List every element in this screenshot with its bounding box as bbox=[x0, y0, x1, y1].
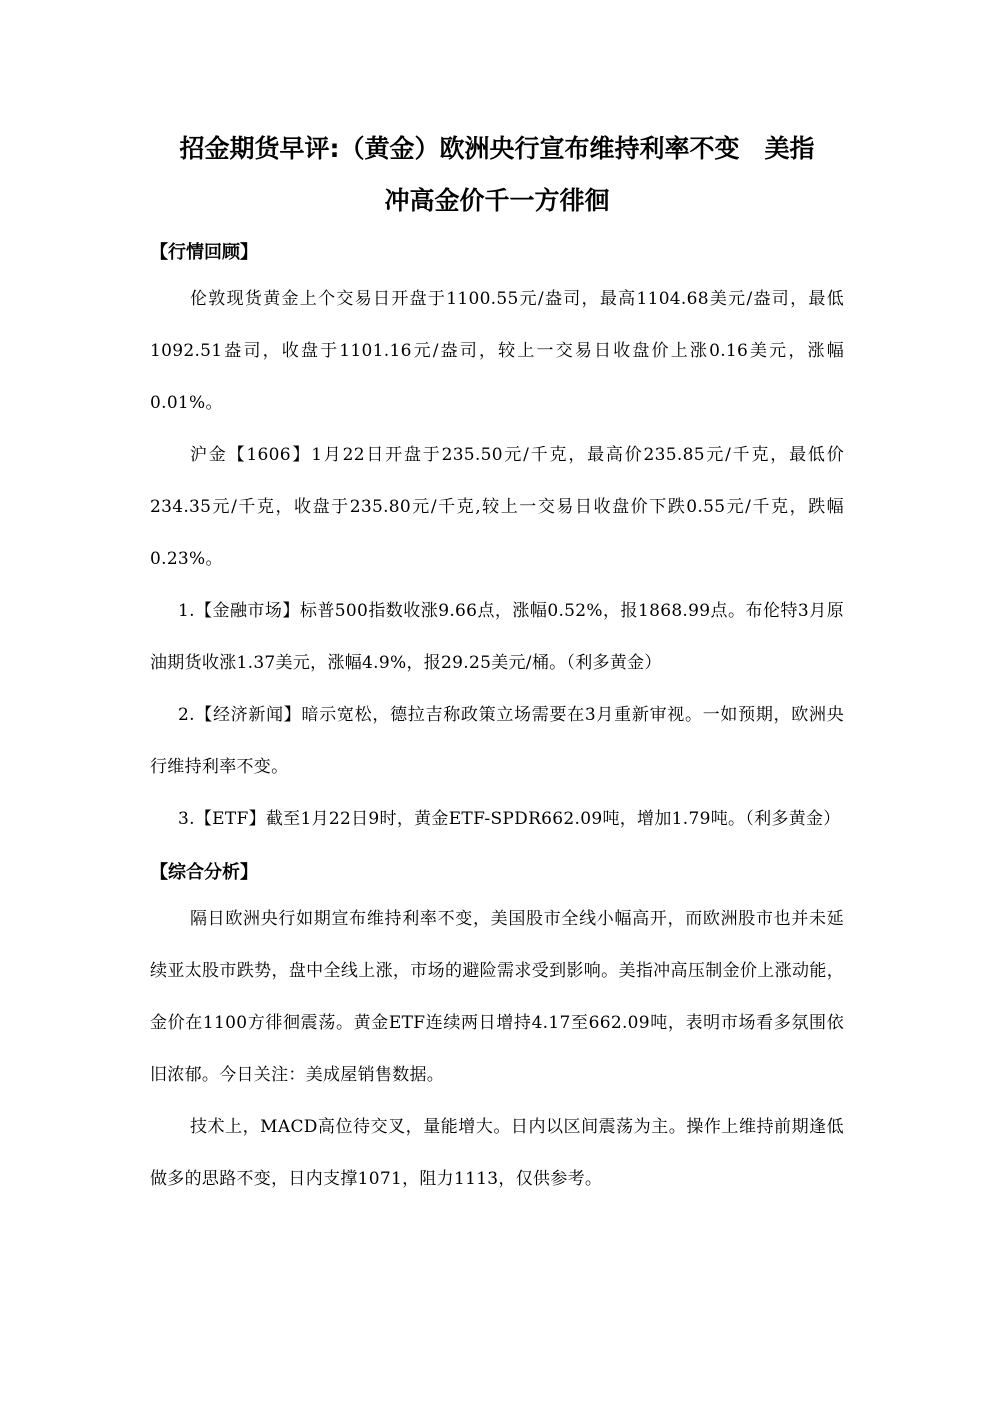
title-line-1: 招金期货早评:（黄金）欧洲央行宣布维持利率不变 美指 bbox=[179, 134, 815, 163]
document-page bbox=[150, 118, 844, 1205]
financial-market-item: 1.【金融市场】标普500指数收涨9.66点，涨幅0.52%，报1868.99点。布伦特3月原油期货收涨1.37美元，涨幅4.9%，报29.25美元/桶。（利多黄金） bbox=[150, 601, 844, 673]
etf-item: 3.【ETF】截至1月22日9时，黄金ETF-SPDR662.09吨，增加1.79吨。（利多黄金） bbox=[178, 809, 841, 829]
market-review-heading: 【行情回顾】 bbox=[150, 242, 258, 263]
analysis-paragraph: 隔日欧洲央行如期宣布维持利率不变，美国股市全线小幅高开，而欧洲股市也并未延续亚太股市跌势，盘中全线上涨，市场的避险需求受到影响。美指冲高压制金价上涨动能，金价在1100方徘徊震荡。黄金ETF连续两日增持4.17至662.09吨，表明市场看多氛围依旧浓郁。今日关注：美成屋销售数据。 bbox=[150, 909, 844, 1085]
analysis-heading: 【综合分析】 bbox=[150, 862, 258, 883]
london-gold-paragraph: 伦敦现货黄金上个交易日开盘于1100.55元/盎司，最高1104.68美元/盎司，最低1092.51盎司，收盘于1101.16元/盎司，较上一交易日收盘价上涨0.16美元，涨幅0.01%。 bbox=[150, 289, 844, 413]
economic-news-item: 2.【经济新闻】暗示宽松，德拉吉称政策立场需要在3月重新审视。一如预期，欧洲央行维持利率不变。 bbox=[150, 705, 844, 777]
shanghai-gold-paragraph: 沪金【1606】1月22日开盘于235.50元/千克，最高价235.85元/千克，最低价234.35元/千克，收盘于235.80元/千克,较上一交易日收盘价下跌0.55元/千克，跌幅0.23%。 bbox=[150, 445, 844, 569]
document-title bbox=[150, 118, 844, 227]
technical-paragraph: 技术上，MACD高位待交叉，量能增大。日内以区间震荡为主。操作上维持前期逢低做多的思路不变，日内支撑1071，阻力1113，仅供参考。 bbox=[150, 1117, 844, 1189]
title-line-2: 冲高金价千一方徘徊 bbox=[384, 186, 610, 215]
